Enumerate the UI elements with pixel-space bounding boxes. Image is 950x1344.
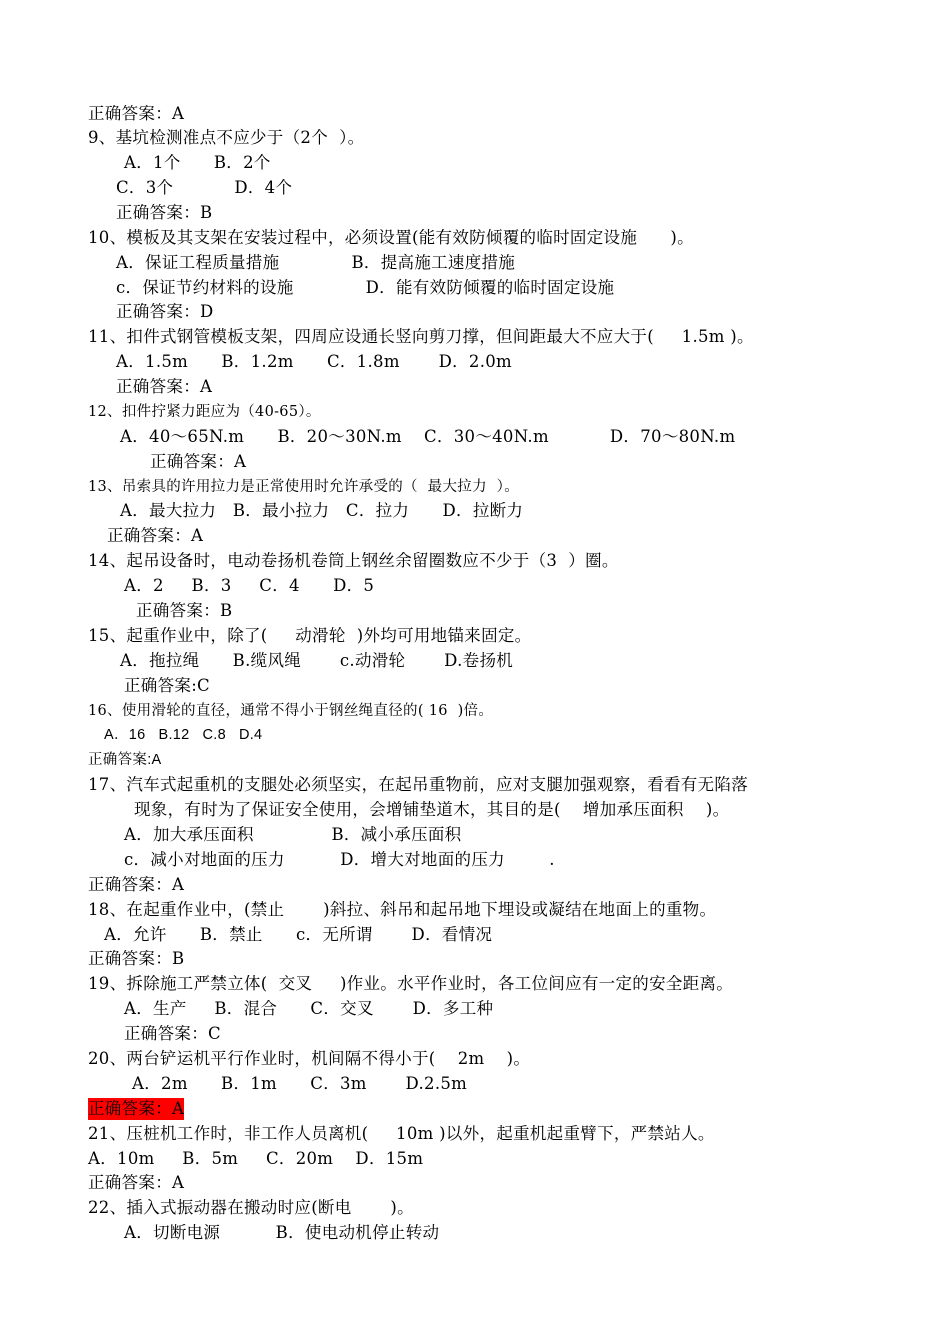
options-line: C．3个 D．4个 bbox=[116, 178, 293, 197]
options-line: A．40～65N.m B．20～30N.m C．30～40N.m D．70～80N.m bbox=[120, 427, 736, 446]
options-line: A．2m B．1m C．3m D.2.5m bbox=[132, 1074, 468, 1093]
answer-line: 正确答案：B bbox=[136, 601, 233, 620]
options-line: c．减小对地面的压力 D．增大对地面的压力 . bbox=[124, 850, 555, 869]
answer-line: 正确答案：A bbox=[88, 1173, 185, 1192]
answer-line: 正确答案：D bbox=[116, 302, 214, 321]
options-line: A．切断电源 B．使电动机停止转动 bbox=[124, 1223, 440, 1242]
answer-line: 正确答案：A bbox=[88, 104, 185, 123]
answer-line: 正确答案：A bbox=[116, 377, 213, 396]
answer-line: 正确答案：B bbox=[116, 203, 213, 222]
options-line: A．允许 B．禁止 c．无所谓 D．看情况 bbox=[104, 925, 493, 944]
question-18: 18、在起重作业中，(禁止 )斜拉、斜吊和起吊地下埋设或凝结在地面上的重物。 bbox=[88, 900, 717, 919]
question-21: 21、压桩机工作时，非工作人员离机( 10m )以外，起重机起重臂下，严禁站人。 bbox=[88, 1124, 715, 1143]
question-10: 10、模板及其支架在安装过程中，必须设置(能有效防倾覆的临时固定设施 )。 bbox=[88, 228, 694, 247]
question-20: 20、两台铲运机平行作业时，机间隔不得小于( 2m )。 bbox=[88, 1049, 531, 1068]
answer-line: 正确答案：B bbox=[88, 949, 185, 968]
options-line: A．加大承压面积 B．减小承压面积 bbox=[124, 825, 462, 844]
answer-line: 正确答案:C bbox=[124, 676, 210, 695]
question-17-continued: 现象，有时为了保证安全使用，会增铺垫道木，其目的是( 增加承压面积 )。 bbox=[134, 800, 730, 819]
question-15: 15、起重作业中，除了( 动滑轮 )外均可用地锚来固定。 bbox=[88, 626, 532, 645]
question-14: 14、起吊设备时，电动卷扬机卷筒上钢丝余留圈数应不少于（3 ）圈。 bbox=[88, 551, 619, 570]
question-12: 12、扣件拧紧力距应为（40-65）。 bbox=[88, 404, 321, 420]
question-13: 13、吊索具的许用拉力是正常使用时允许承受的（ 最大拉力 ）。 bbox=[88, 479, 520, 495]
answer-line: 正确答案：A bbox=[150, 452, 247, 471]
question-16: 16、使用滑轮的直径，通常不得小于钢丝绳直径的( 16 )倍。 bbox=[88, 703, 494, 719]
question-22: 22、插入式振动器在搬动时应(断电 )。 bbox=[88, 1198, 414, 1217]
answer-line: 正确答案：A bbox=[88, 875, 185, 894]
question-19: 19、拆除施工严禁立体( 交叉 )作业。水平作业时，各工位间应有一定的安全距离。 bbox=[88, 974, 734, 993]
options-line: A．1个 B．2个 bbox=[124, 153, 271, 172]
answer-line: 正确答案：A bbox=[107, 526, 204, 545]
question-9: 9、基坑检测准点不应少于（2个 ）。 bbox=[88, 128, 365, 147]
answer-line: 正确答案:A bbox=[88, 752, 162, 768]
options-line: A．拖拉绳 B.缆风绳 c.动滑轮 D.卷扬机 bbox=[120, 651, 514, 670]
options-line: A．2 B．3 C．4 D．5 bbox=[124, 576, 375, 595]
highlighted-answer-line: 正确答案：A bbox=[88, 1099, 185, 1118]
options-line: A．10m B．5m C．20m D．15m bbox=[88, 1149, 424, 1168]
options-line: A．16 B.12 C.8 D.4 bbox=[104, 727, 263, 743]
options-line: c．保证节约材料的设施 D．能有效防倾覆的临时固定设施 bbox=[116, 278, 615, 297]
options-line: A．生产 B．混合 C．交叉 D．多工种 bbox=[124, 999, 494, 1018]
question-17: 17、汽车式起重机的支腿处必须坚实，在起吊重物前，应对支腿加强观察，看看有无陷落 bbox=[88, 775, 748, 794]
question-11: 11、扣件式钢管模板支架，四周应设通长竖向剪刀撑，但间距最大不应大于( 1.5m )。 bbox=[88, 327, 754, 346]
options-line: A．1.5m B．1.2m C．1.8m D．2.0m bbox=[116, 352, 512, 371]
answer-line: 正确答案：C bbox=[124, 1024, 221, 1043]
options-line: A．保证工程质量措施 B．提高施工速度措施 bbox=[116, 253, 516, 272]
options-line: A．最大拉力 B．最小拉力 C．拉力 D．拉断力 bbox=[120, 501, 524, 520]
